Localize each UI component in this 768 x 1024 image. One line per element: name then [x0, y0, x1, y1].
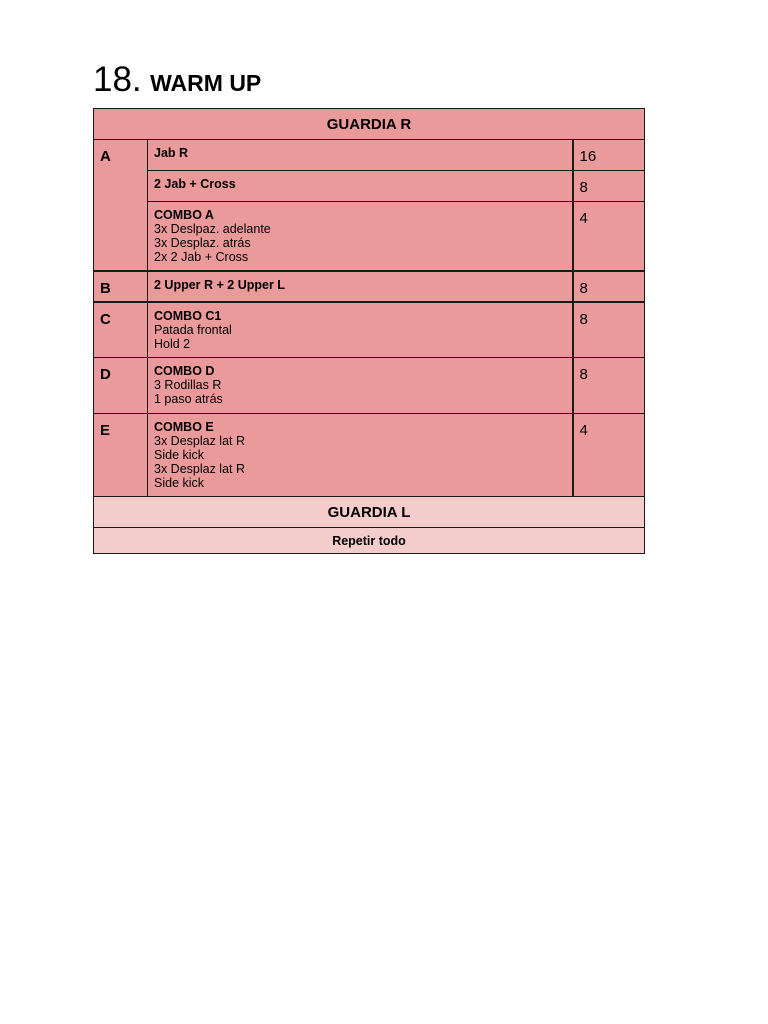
- exercise-title: COMBO A: [154, 208, 214, 222]
- exercise-count: 8: [573, 302, 645, 358]
- exercise-count: 16: [573, 140, 645, 171]
- exercise-title: 2 Jab + Cross: [154, 177, 236, 191]
- exercise-title: 2 Upper R + 2 Upper L: [154, 277, 285, 292]
- group-letter-d: D: [94, 358, 148, 414]
- exercise-step: 3x Desplaz lat R: [154, 434, 246, 448]
- exercise-step: 3x Desplaz. atrás: [154, 236, 251, 250]
- exercise-title: COMBO C1: [154, 308, 222, 323]
- exercise-cell: [148, 171, 573, 202]
- exercise-cell: [148, 271, 573, 302]
- section-header-guardia-l: GUARDIA L: [94, 497, 645, 528]
- exercise-title: COMBO D: [154, 364, 215, 378]
- exercise-step: Patada frontal: [154, 322, 232, 337]
- exercise-step: 2x 2 Jab + Cross: [154, 250, 249, 264]
- exercise-cell: [148, 302, 573, 358]
- exercise-cell: [148, 140, 573, 171]
- title-number: 18.: [93, 60, 142, 99]
- exercise-count: 4: [573, 414, 645, 497]
- exercise-step: Side kick: [154, 448, 205, 462]
- group-letter-c: C: [94, 302, 148, 358]
- section-header-guardia-r: GUARDIA R: [94, 109, 645, 140]
- exercise-cell: [148, 358, 573, 414]
- repeat-all-note: Repetir todo: [94, 528, 645, 554]
- exercise-count: 8: [573, 171, 645, 202]
- exercise-step: 3 Rodillas R: [154, 378, 222, 392]
- group-letter-b: B: [94, 271, 148, 302]
- exercise-step: Hold 2: [154, 336, 191, 351]
- exercise-step: 3x Desplaz lat R: [154, 462, 246, 476]
- group-letter-a: A: [94, 140, 148, 271]
- exercise-step: Side kick: [154, 476, 205, 490]
- page-title: [93, 62, 261, 97]
- exercise-step: 3x Deslpaz. adelante: [154, 222, 271, 236]
- exercise-count: 8: [573, 358, 645, 414]
- exercise-count: 4: [573, 202, 645, 271]
- exercise-cell: [148, 414, 573, 497]
- exercise-count: 8: [573, 271, 645, 302]
- exercise-cell: [148, 202, 573, 271]
- title-name: WARM UP: [150, 70, 262, 96]
- exercise-title: COMBO E: [154, 420, 214, 434]
- exercise-step: 1 paso atrás: [154, 392, 223, 406]
- exercise-title: Jab R: [154, 146, 189, 160]
- workout-table: [93, 108, 645, 554]
- group-letter-e: E: [94, 414, 148, 497]
